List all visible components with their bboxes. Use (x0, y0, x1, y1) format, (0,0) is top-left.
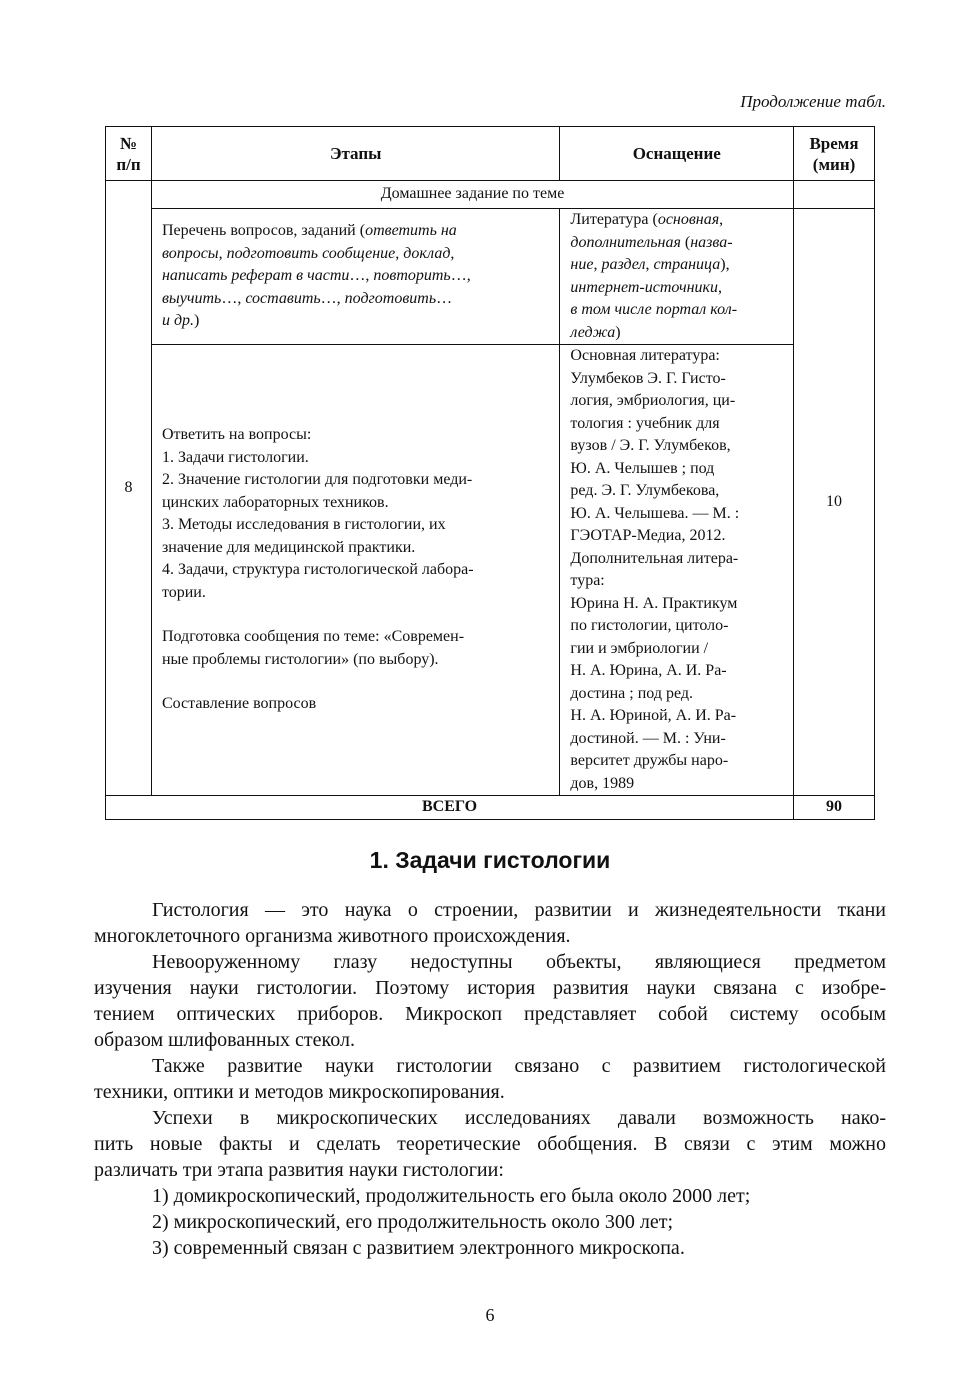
text-line: Улумбеков Э. Г. Гисто- (570, 369, 726, 387)
paragraph-line: многоклеточного организма животного происхождения. (94, 925, 571, 947)
text-line: Дополнительная литера- (570, 549, 739, 567)
questions-list (162, 424, 551, 604)
section-title: Домашнее задание по теме (151, 181, 793, 209)
text-line: вузов / Э. Г. Улумбеков, (570, 437, 731, 454)
text-line: логия, эмбриология, ци- (570, 392, 736, 409)
paragraph-line: различать три этапа развития науки гистологии: (94, 1159, 504, 1181)
header-time-line-1: Время (809, 133, 859, 153)
task-line: вопросы, подготовить сообщение, доклад, (161, 244, 455, 262)
list-item: 2) микроскопический, его продолжительность около 300 лет; (152, 1211, 674, 1233)
text-line: Н. А. Юрина, А. И. Ра- (570, 662, 727, 679)
total-value: 90 (794, 796, 875, 820)
section-title-time-cell (794, 181, 875, 209)
total-row (106, 796, 875, 820)
paragraph (94, 1105, 886, 1183)
header-steps: Этапы (151, 127, 559, 181)
header-equipment: Оснащение (560, 127, 794, 181)
lit-generic-line: ние, раздел, страница), (570, 256, 730, 273)
text-line: ГЭОТАР-Медиа, 2012. (570, 527, 726, 544)
list-item: 1) домикроскопический, продолжительность его была около 2000 лет; (152, 1185, 751, 1207)
paragraph-line: Гистология — это наука о строении, развитии и жизнедеятельности ткани (152, 899, 886, 921)
text-line: Ю. А. Челышев ; под (570, 459, 715, 477)
paragraph-line: образом шлифованных стекол. (94, 1029, 355, 1051)
stage-list (94, 1183, 886, 1261)
questions-cell (151, 345, 559, 796)
task-list-cell (151, 209, 559, 345)
text-line: ред. Э. Г. Улумбекова, (570, 482, 720, 499)
text-line: тура: (570, 572, 605, 589)
text-line: 3. Методы исследования в гистологии, их (161, 516, 446, 534)
text-line: Ю. А. Челышева. — М. : (570, 504, 740, 522)
section-heading: 1. Задачи гистологии (369, 847, 611, 873)
text-line: Ответить на вопросы: (161, 426, 312, 444)
paragraph (94, 1053, 886, 1105)
header-num-line-2: п/п (116, 154, 141, 174)
text-line: дов, 1989 (570, 774, 635, 792)
text-line: Основная литература: (570, 347, 720, 364)
lit-generic-line: леджа) (570, 323, 621, 341)
task-list-row (106, 209, 875, 345)
task-line: написать реферат в части…, повторить…, (161, 267, 471, 285)
text-line: 2. Значение гистологии для подготовки меди- (161, 471, 473, 489)
text-line: тории. (161, 583, 206, 601)
total-label: ВСЕГО (106, 796, 794, 820)
spacer (162, 604, 551, 626)
paragraph-line: пить новые факты и сделать теоретические обобщения. В связи с этим можно (94, 1133, 886, 1155)
text-line: достиной. — М. : Уни- (570, 729, 726, 747)
page-number: 6 (485, 1305, 495, 1325)
text-line: по гистологии, цитоло- (570, 617, 729, 634)
text-line: Н. А. Юриной, А. И. Ра- (570, 707, 737, 724)
row-time-cell: 10 (794, 209, 875, 796)
spacer (162, 671, 551, 693)
paragraphs (94, 897, 886, 1183)
section-title-row (106, 181, 875, 209)
text-line: ные проблемы гистологии» (по выбору). (161, 650, 439, 668)
header-num (106, 127, 152, 181)
literature-list (570, 345, 785, 795)
header-num-line-1: № (119, 133, 138, 153)
lit-generic-line: интернет-источники, (570, 278, 723, 296)
text-line: гии и эмбриологии / (570, 639, 709, 657)
text-line: Юрина Н. А. Практикум (570, 594, 738, 612)
table-header-row (106, 127, 875, 181)
text-line: верситет дружбы наро- (570, 752, 729, 769)
paragraph-line: Также развитие науки гистологии связано с развитием гистологической (152, 1055, 886, 1077)
task-line: выучить…, составить…, подготовить… (161, 289, 453, 307)
text-line: тология : учебник для (570, 414, 720, 432)
text-line: Подготовка сообщения по теме: «Современ- (161, 628, 465, 646)
paragraph-line: тением оптических приборов. Микроскоп представляет собой систему особым (94, 1003, 886, 1025)
paragraph-line: Успехи в микроскопических исследованиях давали возможность нако- (152, 1107, 886, 1129)
text-line: достина ; под ред. (570, 684, 693, 702)
body-text (94, 897, 886, 1261)
literature-generic-cell (560, 209, 794, 345)
text-line: 4. Задачи, структура гистологической лабора- (161, 561, 474, 579)
header-time (794, 127, 875, 181)
text-line: 1. Задачи гистологии. (161, 448, 309, 466)
paragraph (94, 897, 886, 949)
lit-generic-line: Литература (основная, (570, 211, 724, 228)
literature-specific-cell (560, 345, 794, 796)
paragraph (94, 949, 886, 1053)
questions-row (106, 345, 875, 796)
task-line: и др.) (161, 312, 200, 330)
row-number-cell: 8 (106, 181, 152, 796)
report-task (162, 626, 551, 671)
lesson-plan-table (105, 126, 875, 820)
compose-questions: Составление вопросов (161, 695, 317, 713)
paragraph-line: изучения науки гистологии. Поэтому история развития науки связана с изобре- (94, 977, 886, 999)
lit-generic-line: в том числе портал кол- (570, 301, 738, 318)
paragraph-line: Невооруженному глазу недоступны объекты, являющиеся предметом (152, 951, 886, 973)
continuation-label: Продолжение табл. (740, 92, 886, 111)
task-line: Перечень вопросов, заданий (ответить на (161, 222, 457, 240)
lit-generic-line: дополнительная (назва- (570, 233, 733, 251)
text-line: цинских лабораторных техников. (161, 493, 389, 511)
text-line: значение для медицинской практики. (161, 538, 416, 556)
paragraph-line: техники, оптики и методов микроскопирования. (94, 1081, 505, 1103)
header-time-line-2: (мин) (812, 154, 856, 174)
list-item: 3) современный связан с развитием электронного микроскопа. (152, 1237, 685, 1259)
